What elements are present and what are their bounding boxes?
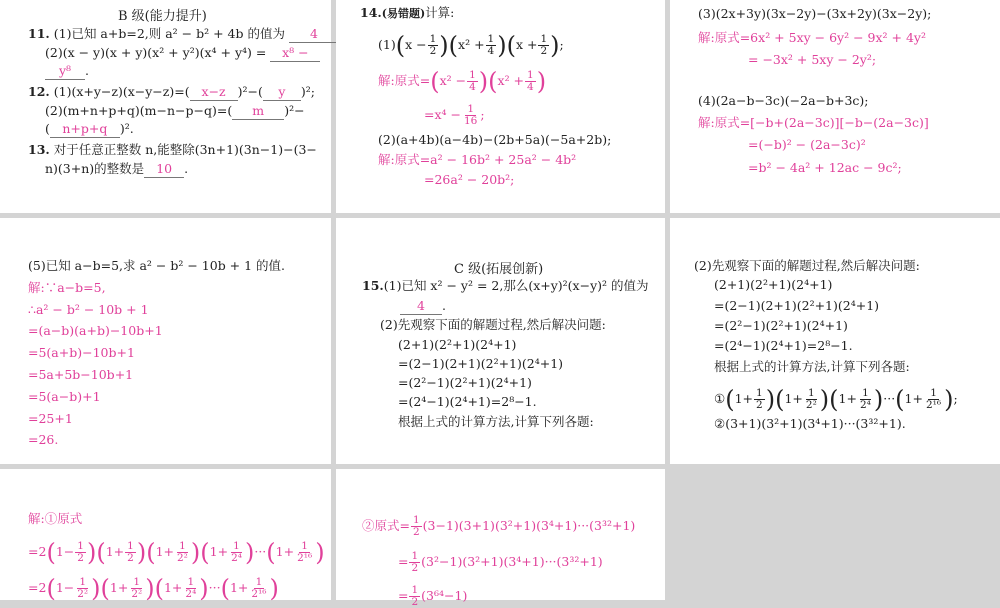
panel-empty [670, 469, 1000, 600]
q14-4-expr: (4)(2a−b−3c)(−2a−b+3c); [698, 93, 869, 108]
q14-5-step-2: ∴a² − b² − 10b + 1 [28, 302, 149, 317]
q15-instruction: 根据上式的计算方法,计算下列各题: [398, 414, 594, 429]
q14-1-solution: 解:原式=(x² − $\frac{1}{4}$ )(x² + $\frac{1}{4}$ ) [378, 67, 547, 96]
q14-2-expr: (2)(a+4b)(a−4b)−(2b+5a)(−5a+2b); [378, 132, 612, 147]
q15-step-3: =(2²−1)(2²+1)(2⁴+1) [398, 375, 532, 390]
q14-4-line3: =b² − 4a² + 12ac − 9c²; [748, 160, 902, 175]
q15b-item-1: ①(1+ $\frac{1}{2}$ )(1+ $\frac{1}{\text{2²}}$ )(1+ $\frac{1}{\text{2⁴}}$ )···(1+ $\frac{1}{\text{2¹⁶}}$ ); [714, 385, 958, 414]
solution-1-line2: =2(1− $\frac{1}{\text{2²}}$ )(1+ $\frac{1}{\text{2²}}$ )(1+ $\frac{1}{\text{2⁴}}$ )···(1+ $\frac{1}{\text{2¹⁶}}$ ) [28, 574, 279, 603]
q11-line3: y⁸ . [45, 63, 89, 80]
q14-5-step-5: =5a+5b−10b+1 [28, 367, 134, 382]
q14-5-expr: (5)已知 a−b=5,求 a² − b² − 10b + 1 的值. [28, 258, 286, 273]
panel-solution-2 [336, 469, 665, 608]
solution-1-label: 解:①原式 [28, 511, 83, 526]
q14-3-expr: (3)(2x+3y)(3x−2y)−(3x+2y)(3x−2y); [698, 6, 932, 21]
level-heading-c: C 级(拓展创新) [454, 262, 544, 277]
q14-3-solution: 解:原式=6x² + 5xy − 6y² − 9x² + 4y² [698, 30, 927, 45]
q14-4-solution: 解:原式=[−b+(2a−3c)][−b−(2a−3c)] [698, 115, 929, 130]
q15-answer-blank: 4 [400, 298, 442, 315]
solution-2-line1: ②原式= $\frac{1}{2}$ (3−1)(3+1)(3²+1)(3⁴+1)···(3³²+1) [362, 514, 636, 538]
q14-5-step-7: =25+1 [28, 411, 73, 426]
q15b-step-3: =(2²−1)(2²+1)(2⁴+1) [714, 318, 848, 333]
q11b-answer-blank-2: y⁸ [45, 63, 85, 80]
level-heading: B 级(能力提升) [118, 9, 207, 24]
q12b-blank1: m [232, 103, 284, 120]
panel-q14 [336, 0, 665, 213]
q14-5-step-3: =(a−b)(a+b)−10b+1 [28, 323, 163, 338]
q14-title: 14.(易错题)计算: [360, 5, 455, 20]
q13-answer-blank: 10 [144, 161, 184, 178]
panel-q14-5 [0, 218, 331, 464]
q14-5-step-6: =5(a−b)+1 [28, 389, 101, 404]
panel-q15-2 [670, 218, 1000, 464]
q14-1-expr: (1)(x − $\frac{1}{2}$ )(x² + $\frac{1}{4}$ )(x + $\frac{1}{2}$ ); [378, 31, 564, 60]
q14-2-solution: 解:原式=a² − 16b² + 25a² − 4b² [378, 152, 577, 167]
solution-2-line2: = $\frac{1}{2}$ (3²−1)(3²+1)(3⁴+1)···(3³²+1) [398, 550, 603, 574]
q11b-answer-blank: x⁸ − [270, 45, 320, 62]
q15-2-intro-b: (2)先观察下面的解题过程,然后解决问题: [694, 258, 920, 273]
q14-5-step-8: =26. [28, 432, 59, 447]
q15-line1: 15.(1)已知 x² − y² = 2,那么(x+y)²(x−y)² 的值为 [362, 278, 649, 293]
q15b-instruction: 根据上式的计算方法,计算下列各题: [714, 359, 910, 374]
q12-line2: (2)(m+n+p+q)(m−n−p−q)=( m )²− [45, 103, 305, 118]
q15b-step-2: =(2−1)(2+1)(2²+1)(2⁴+1) [714, 298, 880, 313]
q13-line1: 13. 对于任意正整数 n,能整除(3n+1)(3n−1)−(3− [28, 142, 317, 157]
panel-solution-1 [0, 469, 331, 603]
panel-c-level [336, 218, 665, 464]
q13-line2: n)(3+n)的整数是 10 . [45, 161, 189, 176]
q14-1-result: =x⁴ − $\frac{1}{16}$ ; [424, 103, 485, 127]
q14-4-line2: =(−b)² − (2a−3c)² [748, 137, 866, 152]
q11-answer-blank: 4 [289, 26, 339, 43]
q12-line3: ( n+p+q )². [45, 121, 134, 136]
q12b-blank2: n+p+q [50, 121, 120, 138]
panel-b-level [0, 0, 331, 213]
q14-2-result: =26a² − 20b²; [424, 172, 515, 187]
solution-2-line3: = $\frac{1}{2}$ (3⁶⁴−1) [398, 584, 468, 608]
q15-step-1: (2+1)(2²+1)(2⁴+1) [398, 337, 517, 352]
q15-step-2: =(2−1)(2+1)(2²+1)(2⁴+1) [398, 356, 564, 371]
q12a-blank2: y [263, 84, 301, 101]
q12a-blank1: x−z [190, 84, 238, 101]
q11-line1: 11. (1)已知 a+b=2,则 a² − b² + 4b 的值为 4 [28, 26, 343, 43]
q15-line2: 4 . [400, 298, 446, 315]
q15b-step-4: =(2⁴−1)(2⁴+1)=2⁸−1. [714, 338, 853, 353]
q14-3-result: = −3x² + 5xy − 2y²; [748, 52, 877, 67]
q12-line1: 12. (1)(x+y−z)(x−y−z)=( x−z )²−( y )²; [28, 84, 315, 99]
solution-1-line1: =2(1− $\frac{1}{2}$ )(1+ $\frac{1}{2}$ )(1+ $\frac{1}{\text{2²}}$ )(1+ $\frac{1}{\text{2⁴}}$ )···(1+ $\frac{1}{\text{2¹⁶}}$ ) [28, 538, 325, 567]
q15b-item-2: ②(3+1)(3²+1)(3⁴+1)···(3³²+1). [714, 416, 906, 431]
q11-line2: (2)(x − y)(x + y)(x² + y²)(x⁴ + y⁴) = x⁸ − [45, 45, 320, 62]
q14-5-step-4: =5(a+b)−10b+1 [28, 345, 135, 360]
q15-step-4: =(2⁴−1)(2⁴+1)=2⁸−1. [398, 394, 537, 409]
q14-5-step-1: 解:∵a−b=5, [28, 280, 106, 295]
q15-2-intro: (2)先观察下面的解题过程,然后解决问题: [380, 317, 606, 332]
panel-q14-cont [670, 0, 1000, 213]
q15b-step-1: (2+1)(2²+1)(2⁴+1) [714, 277, 833, 292]
